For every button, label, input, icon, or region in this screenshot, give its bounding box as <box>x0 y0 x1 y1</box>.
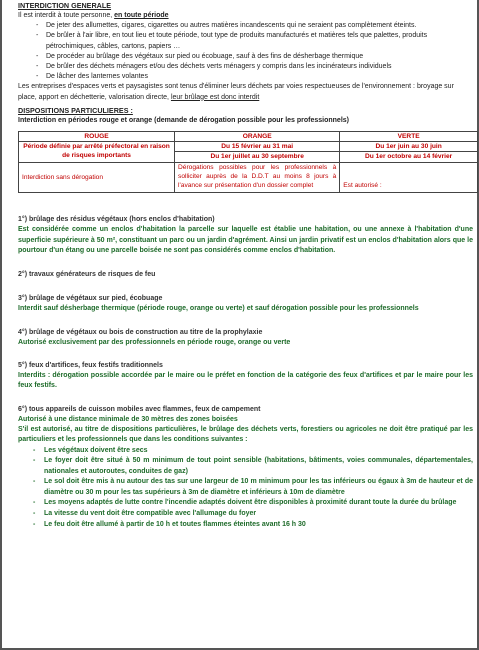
particulieres-heading-suffix: : <box>128 105 133 115</box>
list-item: - La vitesse du vent doit être compatible avec l'allumage du foyer <box>44 509 473 520</box>
list-item: - Les végétaux doivent être secs <box>44 446 473 457</box>
intro-emphasis: en toute période <box>114 12 169 19</box>
section-1 <box>18 215 473 256</box>
section-5 <box>18 361 473 392</box>
entreprises-text: Les entreprises d'espaces verts et paysagistes sont tenus d'éliminer leurs déchets par voies respectueuses de l'environnement : broyage sur place, apport en déchetterie, valorisation directe, <box>18 83 454 101</box>
list-item: - Le foyer doit être situé à 50 m minimum de tout point sensible (habitations, bâtiments, voies communales, départementales, nationales et autoroutes, conduites de gaz) <box>44 456 473 477</box>
orange-date-2: Du 1er juillet au 30 septembre <box>210 153 304 161</box>
particulieres-subtitle-text: Interdiction en périodes rouge et orange (demande de dérogation possible pour les professionnels) <box>18 116 349 124</box>
section-title: 5°) feux d'artifices, feux festifs traditionnels <box>18 362 163 370</box>
conditions-list <box>18 446 473 531</box>
verte-date-2: Du 1er octobre au 14 février <box>365 153 453 161</box>
table-row <box>19 162 478 193</box>
section-body: S'il est autorisé, au titre de dispositions particulières, le brûlage des déchets verts, forestiers ou agricoles ne doit être pratiqué par les particuliers et les professionnels que dans les conditions suivantes : <box>18 426 473 444</box>
section-title: 1°) brûlage des résidus végétaux (hors enclos d'habitation) <box>18 216 215 224</box>
list-item: - Le feu doit être allumé à partir de 10 h et toutes flammes éteintes avant 16 h 30 <box>44 520 473 531</box>
list-item: - De lâcher des lanternes volantes <box>46 72 473 82</box>
section-title: 3°) brûlage de végétaux sur pied, écobuage <box>18 295 163 303</box>
section-3 <box>18 294 473 314</box>
section-body: Interdit sauf désherbage thermique (période rouge, orange ou verte) et sauf dérogation possible pour les professionnels <box>18 305 419 313</box>
cell-verte-dates <box>340 142 478 162</box>
cell-orange-rule: Dérogations possibles pour les professionnels à solliciter auprès de la D.D.T au moins 8 jours à l'avance sur présentation d'un dossier complet <box>175 162 340 193</box>
list-item: - Le sol doit être mis à nu autour des tas sur une largeur de 10 m minimum pour les tas inférieurs ou égaux à 3m de hauteur et de diamètre ou 30 m pour les tas supérieurs à 3m de diamètre et inférieurs à 10m de diamètre <box>44 477 473 498</box>
orange-date-1: Du 15 février au 31 mai <box>175 142 339 152</box>
particulieres-heading <box>18 106 473 116</box>
intro-text: Il est interdit à toute personne, <box>18 12 115 19</box>
list-item: - Les moyens adaptés de lutte contre l'incendie adaptés doivent être disponibles à proximité durant toute la durée du brûlage <box>44 498 473 509</box>
header-orange: ORANGE <box>175 132 340 142</box>
section-body: Autorisé exclusivement par des professionnels en période rouge, orange ou verte <box>18 338 291 346</box>
periods-table <box>18 131 478 193</box>
table-header-row <box>19 132 478 142</box>
section-6 <box>18 405 473 531</box>
cell-verte-rule: Est autorisé : <box>340 162 478 193</box>
list-item: - De procéder au brûlage des végétaux sur pied ou écobuage, sauf à des fins de désherbage thermique <box>46 52 473 62</box>
entreprises-emphasis: leur brûlage est donc interdit <box>170 93 260 101</box>
interdiction-heading: INTERDICTION GENERALE <box>18 1 112 10</box>
cell-rouge-rule: Interdiction sans dérogation <box>19 162 175 193</box>
list-item: - De brûler des déchets ménagers et/ou des déchets verts ménagers y compris dans les incinérateurs individuels <box>46 62 473 72</box>
header-verte: VERTE <box>340 132 478 142</box>
section-title: 2°) travaux générateurs de risques de feu <box>18 271 156 279</box>
section-body: Interdits : dérogation possible accordée par le maire ou le préfet en fonction de la catégorie des feux d'artifices et par le maire pour les feux festifs. <box>18 372 473 390</box>
cell-orange-dates <box>175 142 340 162</box>
particulieres-subtitle <box>18 116 473 126</box>
entreprises-paragraph <box>18 82 473 102</box>
section-title: 6°) tous appareils de cuisson mobiles avec flammes, feux de campement <box>18 405 261 413</box>
table-row <box>19 142 478 162</box>
section-title: 4°) brûlage de végétaux ou bois de construction au titre de la prophylaxie <box>18 328 263 336</box>
interdiction-list <box>18 21 473 82</box>
section-body: Est considérée comme un enclos d'habitation la parcelle sur laquelle est établie une habitation, ou une annexe à l'habitation d'une superficie supérieure à 50 m², constituant un parc ou un jardin d'agrément. Ainsi un jardin privatif est un enclos d'habitation alors que le pourtour d'un étang ou une parcelle boisée ne sont pas considérés comme enclos d'habitation. <box>18 226 473 254</box>
list-item: - De brûler à l'air libre, en tout lieu et toute période, tout type de produits manufacturés et matières tels que palettes, produits pétrochimiques, câbles, cartons, papiers … <box>46 31 473 51</box>
cell-rouge-period: Période définie par arrêté préfectoral en raison de risques importants <box>19 142 175 162</box>
list-item: - De jeter des allumettes, cigares, cigarettes ou autres matières incandescents qui ne seraient pas complètement éteints. <box>46 21 473 31</box>
section-body: Autorisé à une distance minimale de 30 mètres des zones boisées <box>18 415 238 423</box>
interdiction-intro <box>18 11 473 21</box>
section-4 <box>18 328 473 348</box>
particulieres-heading-text: DISPOSITIONS PARTICULIERES <box>18 105 129 115</box>
section-2 <box>18 270 473 280</box>
verte-date-1: Du 1er juin au 30 juin <box>340 142 477 152</box>
header-rouge: ROUGE <box>19 132 175 142</box>
